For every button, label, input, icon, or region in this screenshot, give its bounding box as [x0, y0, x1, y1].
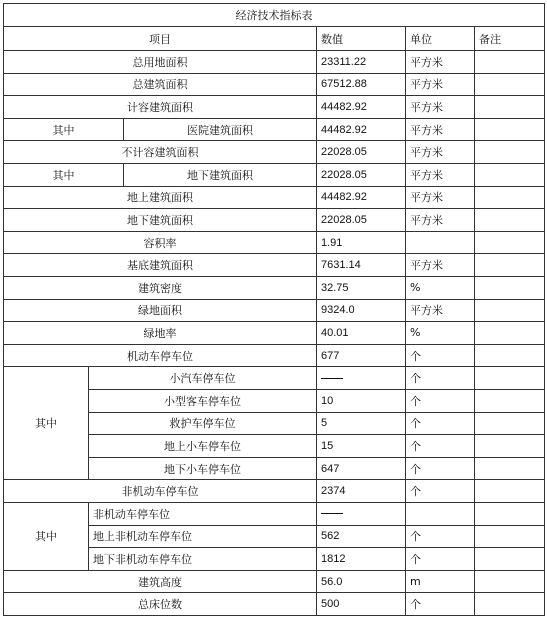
row-unit: 个 — [405, 479, 475, 503]
row-label: 机动车停车位 — [3, 344, 317, 368]
header-value: 数值 — [316, 26, 406, 51]
row-value: 677 — [316, 344, 406, 368]
row-unit: 平方米 — [405, 299, 475, 323]
row-label: 小汽车停车位 — [88, 366, 317, 390]
row-label: 非机动车停车位 — [3, 479, 317, 503]
row-note — [474, 231, 545, 255]
row-unit: % — [405, 276, 475, 300]
row-label: 地下非机动车停车位 — [88, 547, 317, 571]
row-value: 44482.92 — [316, 118, 406, 142]
empty-value-dash — [321, 378, 343, 379]
row-unit: 平方米 — [405, 95, 475, 119]
row-note — [474, 412, 545, 436]
row-label: 地上非机动车停车位 — [88, 525, 317, 549]
row-label: 总床位数 — [3, 592, 317, 616]
row-unit: 平方米 — [405, 208, 475, 232]
row-label: 总用地面积 — [3, 50, 317, 74]
row-value: 44482.92 — [316, 95, 406, 119]
row-label: 计容建筑面积 — [3, 95, 317, 119]
row-value: 23311.22 — [316, 50, 406, 74]
row-label: 医院建筑面积 — [123, 118, 317, 142]
row-note — [474, 457, 545, 481]
row-label: 不计容建筑面积 — [3, 140, 317, 164]
row-unit: 个 — [405, 434, 475, 458]
row-label: 基底建筑面积 — [3, 253, 317, 277]
header-unit: 单位 — [405, 26, 475, 51]
row-note — [474, 389, 545, 413]
row-unit: 个 — [405, 525, 475, 549]
row-note — [474, 186, 545, 210]
row-unit: 个 — [405, 457, 475, 481]
row-label: 地上建筑面积 — [3, 186, 317, 210]
table-title: 经济技术指标表 — [3, 3, 545, 27]
row-value: 647 — [316, 457, 406, 481]
row-value: 7631.14 — [316, 253, 406, 277]
row-value: 22028.05 — [316, 208, 406, 232]
row-note — [474, 502, 545, 526]
row-value: 44482.92 — [316, 186, 406, 210]
group-label-qizhong: 其中 — [3, 118, 124, 142]
row-unit: 个 — [405, 592, 475, 616]
row-value: 2374 — [316, 479, 406, 503]
row-value: 22028.05 — [316, 163, 406, 187]
header-note: 备注 — [474, 26, 545, 51]
row-value: 22028.05 — [316, 140, 406, 164]
row-note — [474, 118, 545, 142]
row-note — [474, 253, 545, 277]
group-label-qizhong: 其中 — [3, 366, 89, 480]
row-value: 1.91 — [316, 231, 406, 255]
row-label: 地下小车停车位 — [88, 457, 317, 481]
row-value: 32.75 — [316, 276, 406, 300]
row-note — [474, 276, 545, 300]
header-item: 项目 — [3, 26, 317, 51]
row-note — [474, 479, 545, 503]
row-label: 地下建筑面积 — [3, 208, 317, 232]
row-note — [474, 434, 545, 458]
row-unit: 平方米 — [405, 73, 475, 97]
row-unit: 平方米 — [405, 163, 475, 187]
row-label: 建筑高度 — [3, 570, 317, 594]
row-note — [474, 321, 545, 345]
row-label: 地上小车停车位 — [88, 434, 317, 458]
row-unit: 个 — [405, 344, 475, 368]
row-note — [474, 208, 545, 232]
row-unit — [405, 502, 475, 526]
row-label: 建筑密度 — [3, 276, 317, 300]
row-value: 10 — [316, 389, 406, 413]
row-label: 小型客车停车位 — [88, 389, 317, 413]
row-note — [474, 95, 545, 119]
row-note — [474, 299, 545, 323]
row-note — [474, 525, 545, 549]
row-unit: 平方米 — [405, 50, 475, 74]
row-note — [474, 163, 545, 187]
row-value — [316, 502, 406, 526]
row-unit: 平方米 — [405, 118, 475, 142]
row-value: 562 — [316, 525, 406, 549]
row-label: 地下建筑面积 — [123, 163, 317, 187]
row-value: 15 — [316, 434, 406, 458]
row-unit: % — [405, 321, 475, 345]
empty-value-dash — [321, 513, 343, 514]
group-label-qizhong: 其中 — [3, 163, 124, 187]
row-label: 非机动车停车位 — [88, 502, 317, 526]
row-label: 救护车停车位 — [88, 412, 317, 436]
row-value: 67512.88 — [316, 73, 406, 97]
row-value: 1812 — [316, 547, 406, 571]
row-note — [474, 570, 545, 594]
row-value: 56.0 — [316, 570, 406, 594]
row-label: 绿地率 — [3, 321, 317, 345]
row-note — [474, 73, 545, 97]
row-note — [474, 344, 545, 368]
row-note — [474, 50, 545, 74]
row-unit: m — [405, 570, 475, 594]
row-unit: 个 — [405, 366, 475, 390]
row-note — [474, 592, 545, 616]
row-unit: 个 — [405, 547, 475, 571]
row-value: 5 — [316, 412, 406, 436]
row-unit: 平方米 — [405, 140, 475, 164]
row-label: 总建筑面积 — [3, 73, 317, 97]
row-label: 绿地面积 — [3, 299, 317, 323]
row-note — [474, 140, 545, 164]
row-value: 40.01 — [316, 321, 406, 345]
group-label-qizhong: 其中 — [3, 502, 89, 571]
row-value: 9324.0 — [316, 299, 406, 323]
row-unit: 个 — [405, 412, 475, 436]
row-note — [474, 547, 545, 571]
row-note — [474, 366, 545, 390]
row-unit: 平方米 — [405, 253, 475, 277]
row-unit: 个 — [405, 389, 475, 413]
row-value: 500 — [316, 592, 406, 616]
row-unit: 平方米 — [405, 186, 475, 210]
row-value — [316, 366, 406, 390]
row-unit — [405, 231, 475, 255]
row-label: 容积率 — [3, 231, 317, 255]
